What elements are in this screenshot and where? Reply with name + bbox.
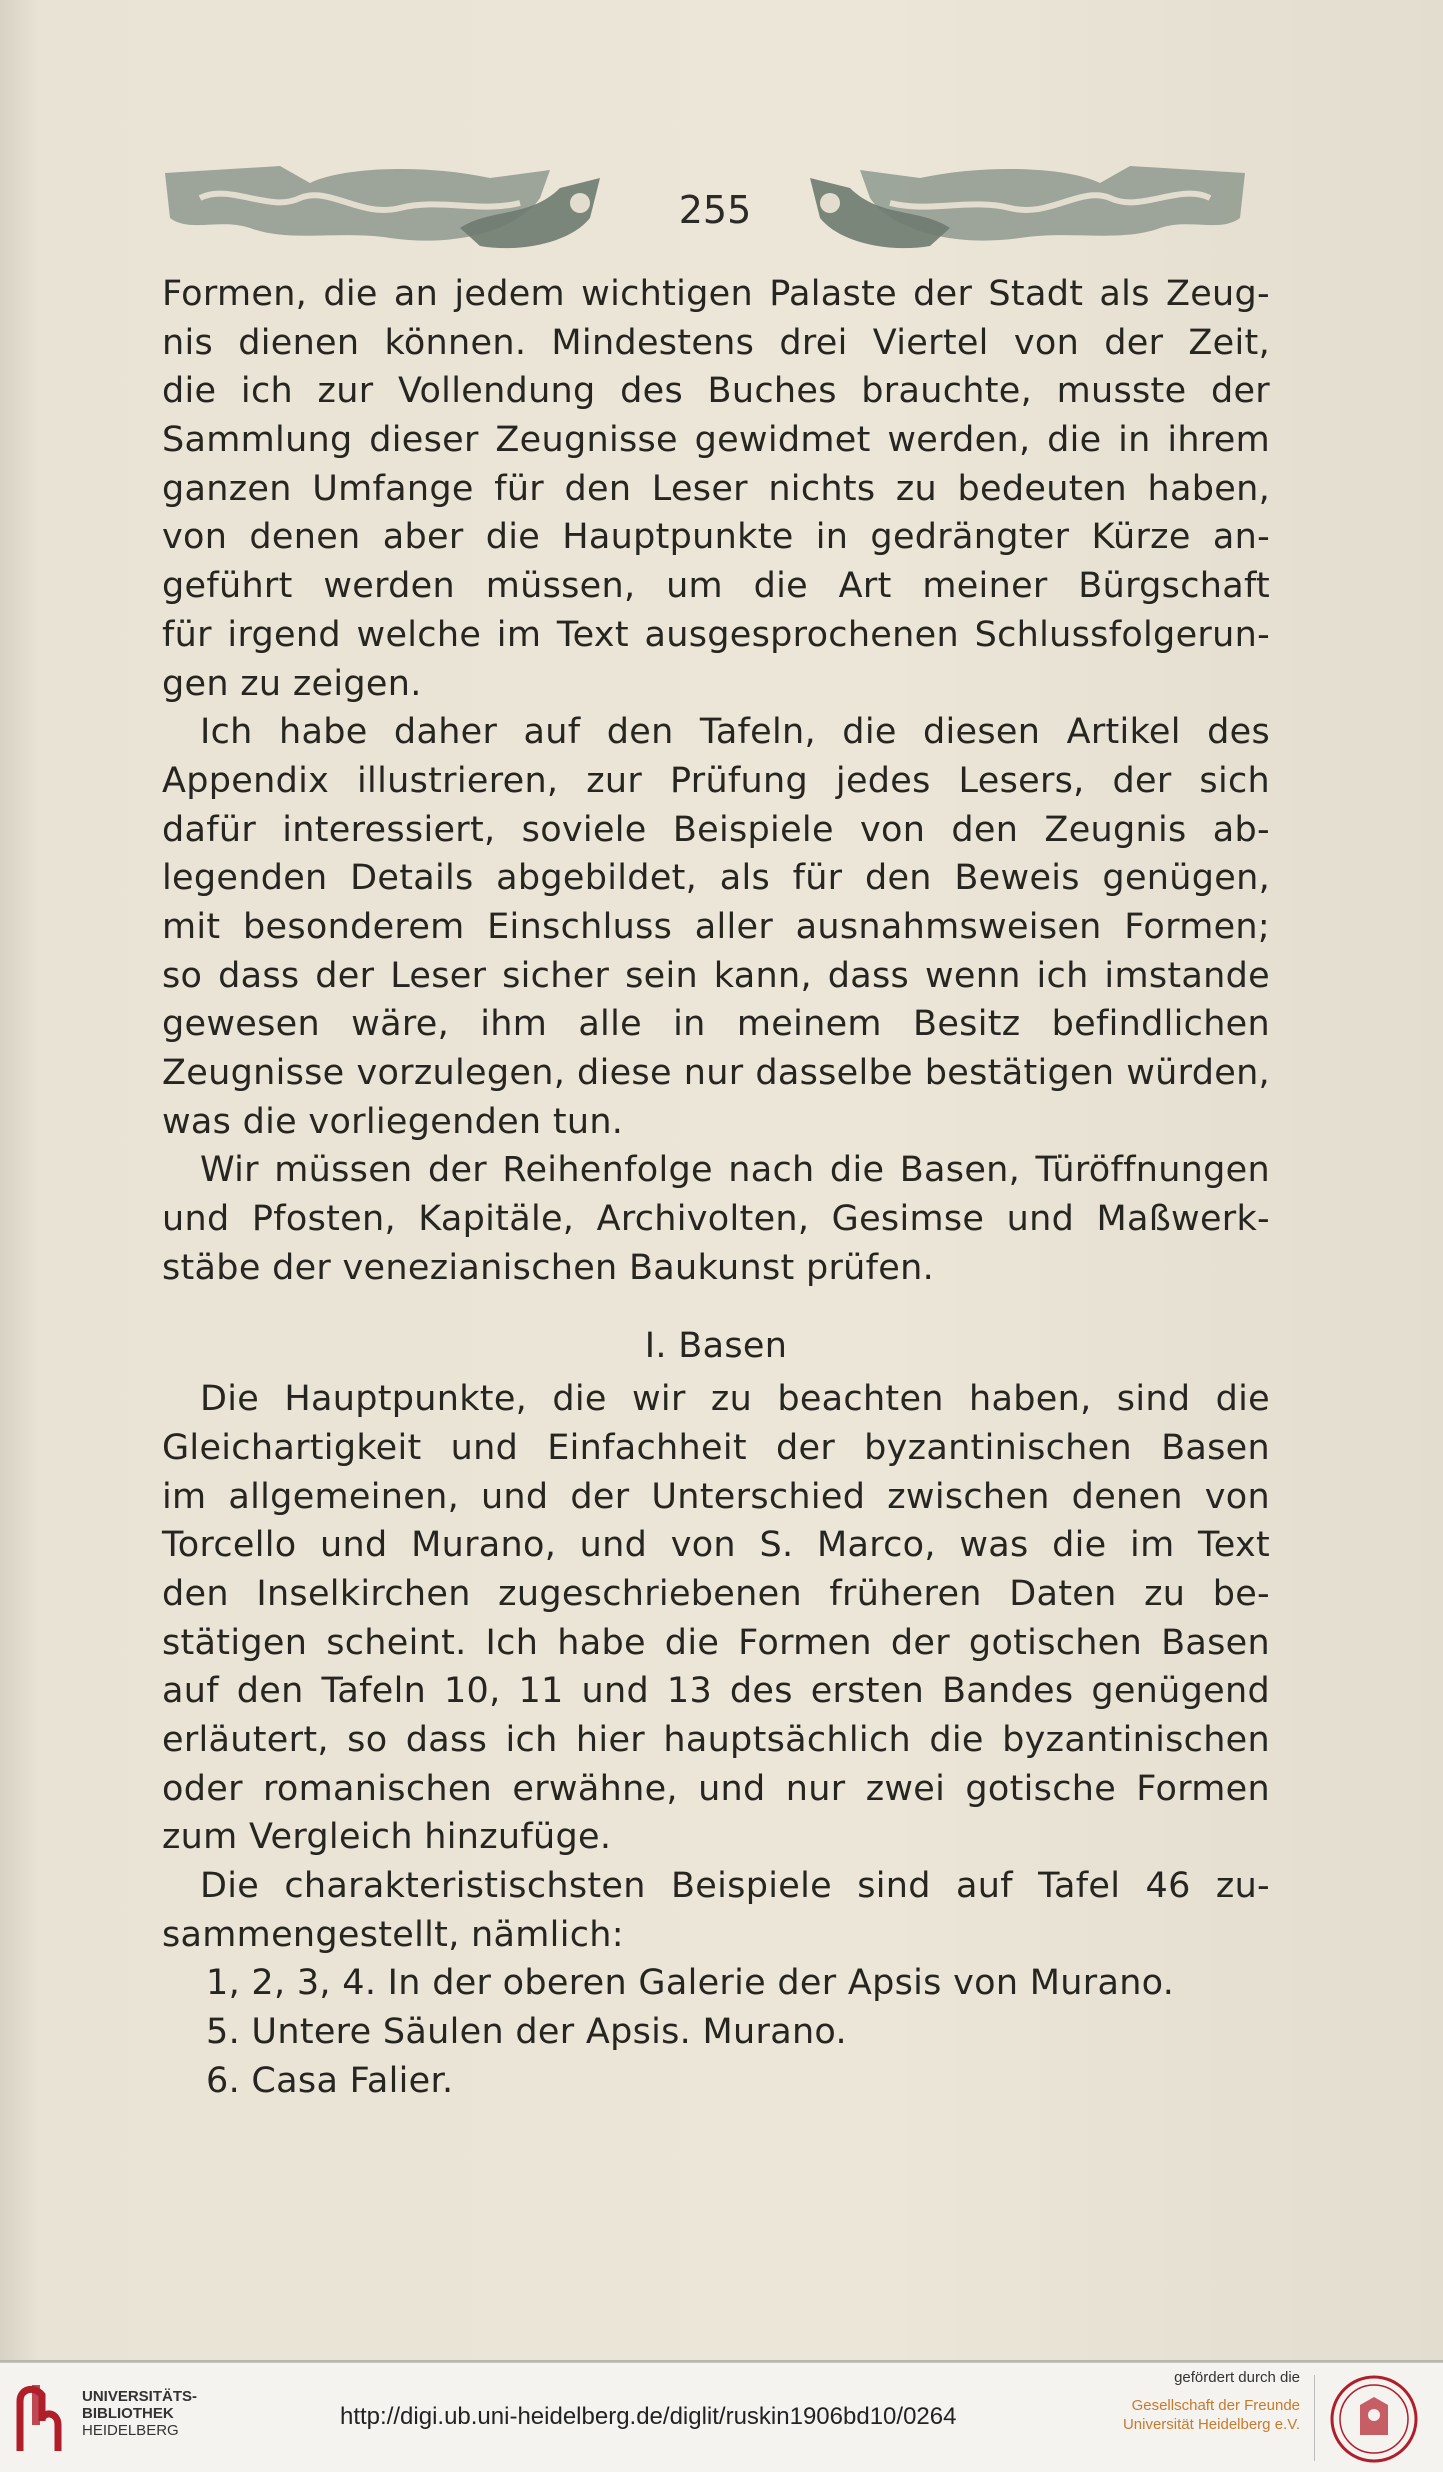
text-line: ganzen Umfange für den Leser nichts zu bedeuten haben, [162, 468, 1270, 509]
text-line: zum Vergleich hinzufüge. [162, 1817, 612, 1858]
text-line: gen zu zeigen. [162, 663, 422, 704]
text-line: sammengestellt, nämlich: [162, 1914, 624, 1955]
sponsor-name: Universität Heidelberg e.V. [1122, 2416, 1300, 2433]
text-line: legenden Details abgebildet, als für den Beweis genügen, [162, 858, 1270, 899]
page-number: 255 [678, 188, 752, 232]
text-line: nis dienen können. Mindestens drei Viertel von der Zeit, [162, 322, 1270, 363]
funded-by-label: gefördert durch die [1174, 2369, 1300, 2386]
text-line: gewesen wäre, ihm alle in meinem Besitz befindlichen [162, 1004, 1270, 1045]
text-line: auf den Tafeln 10, 11 und 13 des ersten Bandes genügend [162, 1671, 1270, 1712]
text-line: von denen aber die Hauptpunkte in gedrängter Kürze an- [162, 517, 1270, 558]
text-line: was die vorliegenden tun. [162, 1101, 624, 1142]
paragraph-3 [162, 1146, 1270, 1292]
left-ornament-icon [160, 158, 630, 258]
list-item: 5. Untere Säulen der Apsis. Murano. [206, 2012, 847, 2053]
text-line: dafür interessiert, soviele Beispiele von den Zeugnis ab- [162, 809, 1270, 850]
text-line: stätigen scheint. Ich habe die Formen der gotischen Basen [162, 1622, 1270, 1663]
text-line: und Pfosten, Kapitäle, Archivolten, Gesimse und Maßwerk- [162, 1199, 1270, 1240]
paragraph-4 [162, 1375, 1270, 1862]
page-text [162, 270, 1270, 2105]
text-line: stäbe der venezianischen Baukunst prüfen. [162, 1247, 934, 1288]
section-heading: I. Basen [644, 1326, 788, 1367]
text-line: Wir müssen der Reihenfolge nach die Basen, Türöffnungen [200, 1150, 1270, 1191]
list-item: 6. Casa Falier. [206, 2060, 454, 2101]
plate-list [162, 1959, 1270, 2105]
text-line: Zeugnisse vorzulegen, diese nur dasselbe bestätigen würden, [162, 1053, 1270, 1093]
text-line: Die Hauptpunkte, die wir zu beachten haben, sind die [200, 1379, 1270, 1420]
university-seal-icon [1330, 2375, 1418, 2463]
text-line: den Inselkirchen zugeschriebenen früheren Daten zu be- [162, 1573, 1270, 1614]
text-line: die ich zur Vollendung des Buches brauchte, musste der [162, 371, 1270, 412]
text-line: Torcello und Murano, und von S. Marco, was die im Text [162, 1525, 1270, 1566]
paragraph-5 [162, 1862, 1270, 1959]
text-line: im allgemeinen, und der Unterschied zwischen denen von [162, 1476, 1270, 1517]
library-name [82, 2388, 197, 2439]
page-header [160, 148, 1280, 268]
list-item: 1, 2, 3, 4. In der oberen Galerie der Apsis von Murano. [206, 1963, 1175, 2004]
text-line: Sammlung dieser Zeugnisse gewidmet werden, die in ihrem [162, 420, 1270, 461]
library-line: UNIVERSITÄTS- [82, 2388, 198, 2405]
text-line: erläutert, so dass ich hier hauptsächlich die byzantinischen [162, 1719, 1270, 1760]
paragraph-1 [162, 270, 1270, 708]
right-ornament-icon [780, 158, 1250, 258]
text-line: Ich habe daher auf den Tafeln, die diesen Artikel des [200, 712, 1270, 753]
text-line: Appendix illustrieren, zur Prüfung jedes Lesers, der sich [162, 760, 1270, 801]
library-line: HEIDELBERG [82, 2422, 179, 2439]
text-line: geführt werden müssen, um die Art meiner Bürgschaft [162, 566, 1270, 607]
sponsor-block [1100, 2369, 1300, 2434]
permalink-url[interactable]: http://digi.ub.uni-heidelberg.de/diglit/ruskin1906bd10/0264 [340, 2403, 957, 2430]
footer-bar [0, 2362, 1443, 2472]
library-line: BIBLIOTHEK [82, 2405, 174, 2422]
text-line: so dass der Leser sicher sein kann, dass wenn ich imstande [162, 955, 1270, 996]
library-logo-icon [14, 2381, 72, 2453]
text-line: oder romanischen erwähne, und nur zwei gotische Formen [162, 1768, 1270, 1809]
text-line: Formen, die an jedem wichtigen Palaste der Stadt als Zeug- [162, 274, 1270, 314]
sponsor-name: Gesellschaft der Freunde [1131, 2397, 1300, 2414]
text-line: für irgend welche im Text ausgesprochenen Schlussfolgerun- [162, 614, 1270, 655]
text-line: Gleichartigkeit und Einfachheit der byzantinischen Basen [162, 1427, 1270, 1468]
footer-divider [1314, 2375, 1315, 2461]
text-line: Die charakteristischsten Beispiele sind auf Tafel 46 zu- [200, 1866, 1270, 1906]
paragraph-2 [162, 708, 1270, 1146]
text-line: mit besonderem Einschluss aller ausnahmsweisen Formen; [162, 906, 1270, 947]
